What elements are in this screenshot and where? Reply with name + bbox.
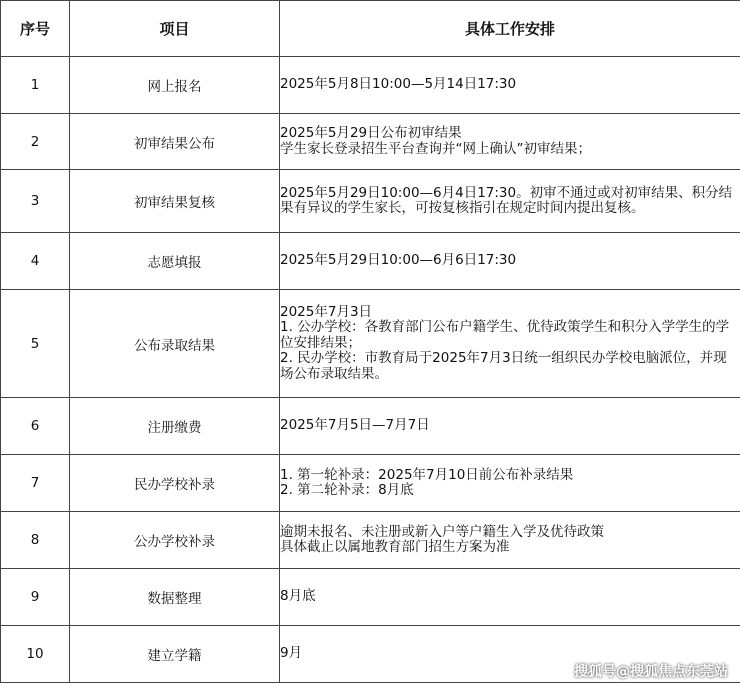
row-number: 3 xyxy=(1,170,70,233)
header-row xyxy=(1,1,740,57)
watermark-text: 搜狐号@搜狐焦点东莞站 xyxy=(574,664,728,680)
row-number: 2 xyxy=(1,114,70,170)
plan-line: 1. 公办学校：各教育部门公布户籍学生、优待政策学生和积分入学学生的学位安排结果； xyxy=(280,319,730,351)
row-number: 7 xyxy=(1,455,70,512)
plan-line: 2025年5月29日公布初审结果 xyxy=(280,125,462,141)
table-row xyxy=(1,290,740,398)
table-row xyxy=(1,455,740,512)
row-item: 公布录取结果 xyxy=(70,290,280,398)
row-item: 民办学校补录 xyxy=(70,455,280,512)
plan-line: 2025年5月8日10:00—5月14日17:30 xyxy=(280,76,517,93)
row-item: 数据整理 xyxy=(70,569,280,626)
row-item: 初审结果复核 xyxy=(70,170,280,233)
row-plan xyxy=(280,455,740,512)
row-plan xyxy=(280,170,740,233)
header-item: 项目 xyxy=(70,1,280,57)
table-row xyxy=(1,170,740,233)
row-plan xyxy=(280,114,740,170)
plan-line: 2025年7月5日—7月7日 xyxy=(280,417,430,434)
row-item: 注册缴费 xyxy=(70,398,280,455)
plan-line: 9月 xyxy=(280,645,303,662)
plan-line: 1. 第一轮补录：2025年7月10日前公布补录结果 xyxy=(280,466,574,483)
header-no: 序号 xyxy=(1,1,70,57)
row-number: 8 xyxy=(1,512,70,569)
plan-line: 逾期未报名、未注册或新入户等户籍生入学及优待政策 xyxy=(280,523,604,540)
row-item: 建立学籍 xyxy=(70,626,280,683)
header-plan: 具体工作安排 xyxy=(280,1,740,57)
row-number: 9 xyxy=(1,569,70,626)
row-number: 6 xyxy=(1,398,70,455)
plan-line: 2025年5月29日10:00—6月4日17:30。初审不通过或对初审结果、积分结果有异议的学生家长，可按复核指引在规定时间内提出复核。 xyxy=(280,184,733,216)
plan-line: 2025年7月3日 xyxy=(280,303,373,320)
table-row xyxy=(1,398,740,455)
row-number: 5 xyxy=(1,290,70,398)
row-item: 网上报名 xyxy=(70,57,280,114)
row-item: 志愿填报 xyxy=(70,233,280,290)
table-row xyxy=(1,512,740,569)
plan-line: 学生家长登录招生平台查询并“网上确认”初审结果； xyxy=(280,140,591,157)
row-plan xyxy=(280,512,740,569)
plan-line: 2025年5月29日10:00—6月6日17:30 xyxy=(280,252,517,269)
row-plan xyxy=(280,233,740,290)
row-plan xyxy=(280,569,740,626)
plan-line: 2. 民办学校：市教育局于2025年7月3日统一组织民办学校电脑派位，并现场公布录取结果。 xyxy=(280,350,727,382)
plan-line: 8月底 xyxy=(280,588,316,605)
plan-line: 具体截止以属地教育部门招生方案为准 xyxy=(280,539,510,555)
row-item: 初审结果公布 xyxy=(70,114,280,170)
row-plan xyxy=(280,290,740,398)
row-number: 4 xyxy=(1,233,70,290)
row-number: 10 xyxy=(1,626,70,683)
table-row xyxy=(1,569,740,626)
table-row xyxy=(1,233,740,290)
row-plan xyxy=(280,57,740,114)
table-row xyxy=(1,114,740,170)
row-plan xyxy=(280,398,740,455)
row-number: 1 xyxy=(1,57,70,114)
table-row xyxy=(1,57,740,114)
plan-line: 2. 第二轮补录：8月底 xyxy=(280,482,414,498)
row-item: 公办学校补录 xyxy=(70,512,280,569)
